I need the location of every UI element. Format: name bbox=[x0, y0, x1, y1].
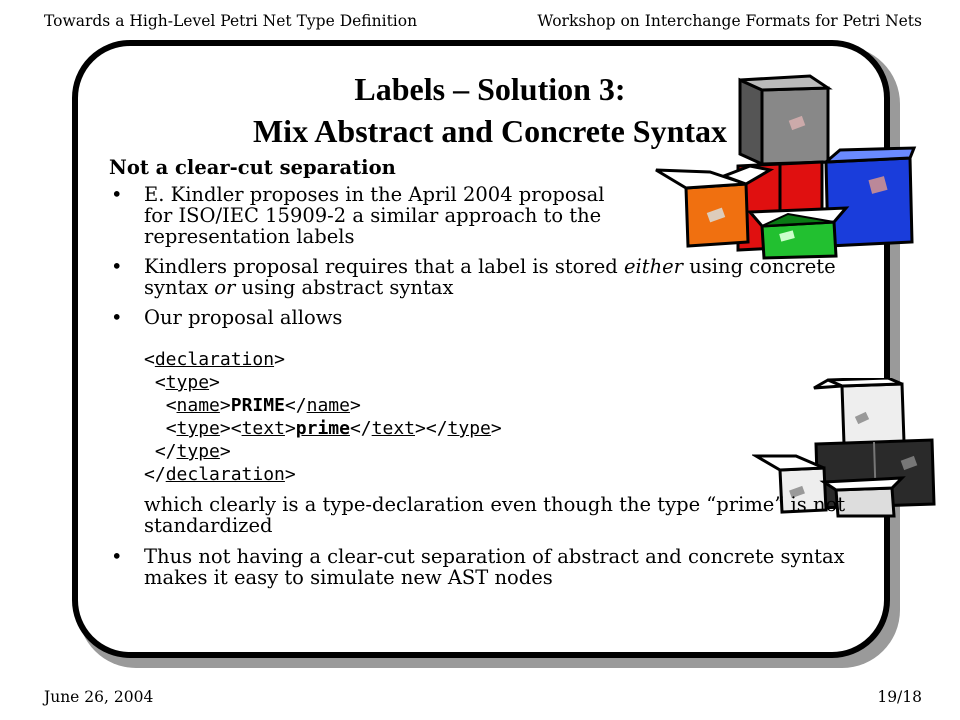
code-value: PRIME bbox=[230, 395, 285, 416]
header-presentation-title: Towards a High-Level Petri Net Type Definition bbox=[44, 12, 418, 30]
emphasis-either: either bbox=[623, 255, 684, 278]
code-tag: text bbox=[371, 418, 416, 439]
bullet-item bbox=[107, 307, 867, 328]
code-value: prime bbox=[295, 418, 350, 439]
code-tag: declaration bbox=[165, 464, 285, 485]
bullet-text: Thus not having a clear-cut separation of abstract and concrete syntax makes it easy to simulate new AST nodes bbox=[144, 545, 845, 589]
bullet-text: E. Kindler proposes in the April 2004 proposal for ISO/IEC 15909-2 a similar approach to the representation labels bbox=[144, 183, 605, 248]
code-tag: type bbox=[165, 372, 210, 393]
bullet-item bbox=[107, 546, 867, 588]
code-tag: type bbox=[176, 441, 220, 462]
bullet-text: Our proposal allows bbox=[144, 306, 343, 329]
emphasis-or: or bbox=[214, 276, 236, 299]
code-explanation: which clearly is a type-declaration even though the type “prime” is not standardized bbox=[144, 493, 846, 537]
bullet-dot: • bbox=[111, 183, 123, 206]
code-example: <declaration> <type> <name>PRIME</name> <type><text>prime</text></type> </type> </declaration> bbox=[144, 349, 502, 485]
code-tag: name bbox=[306, 395, 350, 416]
footer-page-number: 19/18 bbox=[877, 688, 922, 706]
bullet-text-end: using abstract syntax bbox=[235, 276, 454, 299]
slide-title-line1: Labels – Solution 3: bbox=[354, 71, 626, 107]
slide-body bbox=[107, 157, 867, 597]
footer-date: June 26, 2004 bbox=[44, 688, 154, 706]
bullet-dot: • bbox=[111, 545, 123, 568]
slide-title-line2: Mix Abstract and Concrete Syntax bbox=[252, 113, 728, 149]
bullet-dot: • bbox=[111, 255, 123, 278]
bullet-item bbox=[107, 256, 867, 298]
bullet-item bbox=[107, 184, 614, 247]
code-tag: name bbox=[176, 395, 220, 416]
bullet-text-middle: using concrete syntax bbox=[144, 255, 836, 299]
bullet-dot: • bbox=[111, 306, 123, 329]
code-tag: type bbox=[447, 418, 491, 439]
code-tag: declaration bbox=[154, 349, 275, 370]
bullet-text-start: Kindlers proposal requires that a label is stored bbox=[144, 255, 624, 278]
header-workshop-name: Workshop on Interchange Formats for Petri Nets bbox=[537, 12, 922, 30]
subheading: Not a clear-cut separation bbox=[109, 156, 396, 179]
code-tag: type bbox=[176, 418, 220, 439]
code-tag: text bbox=[241, 418, 285, 439]
